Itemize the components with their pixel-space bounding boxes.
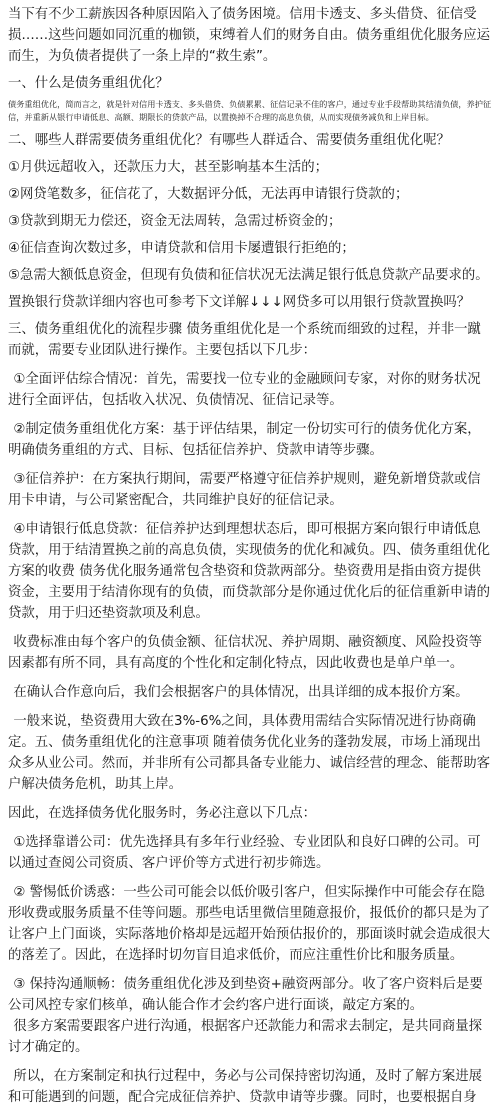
- section-heading-3: 三、债务重组优化的流程步骤 债务重组优化是一个系统而细致的过程，并非一蹴而就，需要专业团队进行操作。主要包括以下几步：: [8, 322, 481, 358]
- fee-paragraph: 一般来说，垫资费用大致在3%-6%之间，具体费用需结合实际情况进行协商确定。五、债务重组优化的注意事项 随着债务优化业务的蓬勃发展，市场上涌现出众多从业公司。然而，并非所有公司都具备专业能力、诚信经营的理念、能帮助客户解决债务危机，助其上岸。: [8, 714, 491, 792]
- note-item-continued: 很多方案需要跟客户进行沟通，根据客户还款能力和需求去制定，是共同商量探讨才确定的。: [8, 1019, 483, 1055]
- step-item: ③征信养护：在方案执行期间，需要严格遵守征信养护规则，避免新增贷款或信用卡申请，与公司紧密配合，共同维护良好的征信记录。: [8, 472, 481, 508]
- section-heading-2: 二、哪些人群需要债务重组优化？有哪些人群适合、需要债务重组优化呢？: [8, 133, 450, 148]
- list-item: ③贷款到期无力偿还，资金无法周转，急需过桥资金的；: [8, 214, 342, 229]
- final-paragraph: 所以，在方案制定和执行过程中，务必与公司保持密切沟通，及时了解方案进展和可能遇到的问题，配合完成征信养护、贷款申请等步骤。同时，也要根据自身: [8, 1069, 483, 1105]
- section-1-body: 债务重组优化，简而言之，就是针对信用卡透支、多头借贷、负债累累、征信记录不佳的客户，通过专业手段帮助其结清负债，养护征信，并重新从银行申请低息、高额、期限长的贷款产品，以置换掉不合理的高息负债，从而实现债务减负和上岸目标。: [8, 99, 492, 122]
- list-item: ②网贷笔数多，征信花了，大数据评分低，无法再申请银行贷款的；: [8, 187, 409, 202]
- note-item: ③ 保持沟通顺畅：债务重组优化涉及到垫资+融资两部分。收了客户资料后是要公司风控专家们核单，确认能合作才会约客户进行面谈，敲定方案的。: [8, 977, 483, 1013]
- step-item: ①全面评估综合情况：首先，需要找一位专业的金融顾问专家，对你的财务状况进行全面评估，包括收入状况、负债情况、征信记录等。: [8, 372, 481, 408]
- list-item: ①月供远超收入，还款压力大，甚至影响基本生活的；: [8, 160, 328, 175]
- step-item: ④申请银行低息贷款：征信养护达到理想状态后，即可根据方案向银行申请低息贷款，用于结清置换之前的高息负债，实现债务的优化和减负。四、债务重组优化方案的收费 债务优化服务通常包含垫资和贷款两部分。垫资费用是指由资方提供资金，主要用于结清你现有的负债，而贷款部分是你通过优化后的征信重新申请的贷款，用于归还垫资款项及利息。: [8, 522, 491, 621]
- list-item: ④征信查询次数过多，申请贷款和信用卡屡遭银行拒绝的；: [8, 241, 355, 256]
- note-item: ①选择靠谱公司：优先选择具有多年行业经验、专业团队和良好口碑的公司。可以通过查阅公司资质、客户评价等方式进行初步筛选。: [8, 835, 481, 871]
- fee-paragraph: 收费标准由每个客户的负债金额、征信状况、养护周期、融资额度、风险投资等因素都有所不同，具有高度的个性化和定制化特点，因此收费也是单户单一。: [8, 635, 483, 671]
- step-item: ②制定债务重组优化方案：基于评估结果，制定一份切实可行的债务优化方案，明确债务重组的方式、目标、包括征信养护、贷款申请等步骤。: [8, 422, 481, 458]
- note-item: ② 警惕低价诱惑：一些公司可能会以低价吸引客户，但实际操作中可能会存在隐形收费或服务质量不佳等问题。那些电话里微信里随意报价，报低价的都只是为了让客户上门面谈，实际落地价格却是远超开始预估报价的，那面谈时就会造成很大的落差了。因此，在选择时切勿盲目追求低价，而应注重性价比和服务质量。: [8, 885, 491, 963]
- intro-paragraph: 当下有不少工薪族因各种原因陷入了债务困境。信用卡透支、多头借贷、征信受损……这些问题如同沉重的枷锁，束缚着人们的财务自由。债务重组优化服务应运而生，为负债者提供了一条上岸的“救生索”。: [8, 7, 491, 64]
- reference-line: 置换银行贷款详细内容也可参考下文详解↓↓↓网贷多可以用银行贷款置换吗？: [8, 295, 471, 310]
- list-item: ⑤急需大额低息资金，但现有负债和征信状况无法满足银行低息贷款产品要求的。: [8, 268, 489, 283]
- fee-paragraph: 在确认合作意向后，我们会根据客户的具体情况，出具详细的成本报价方案。: [13, 685, 469, 700]
- section-heading-1: 一、什么是债务重组优化？: [8, 76, 169, 91]
- notes-intro: 因此，在选择债务优化服务时，务必注意以下几点：: [8, 806, 316, 821]
